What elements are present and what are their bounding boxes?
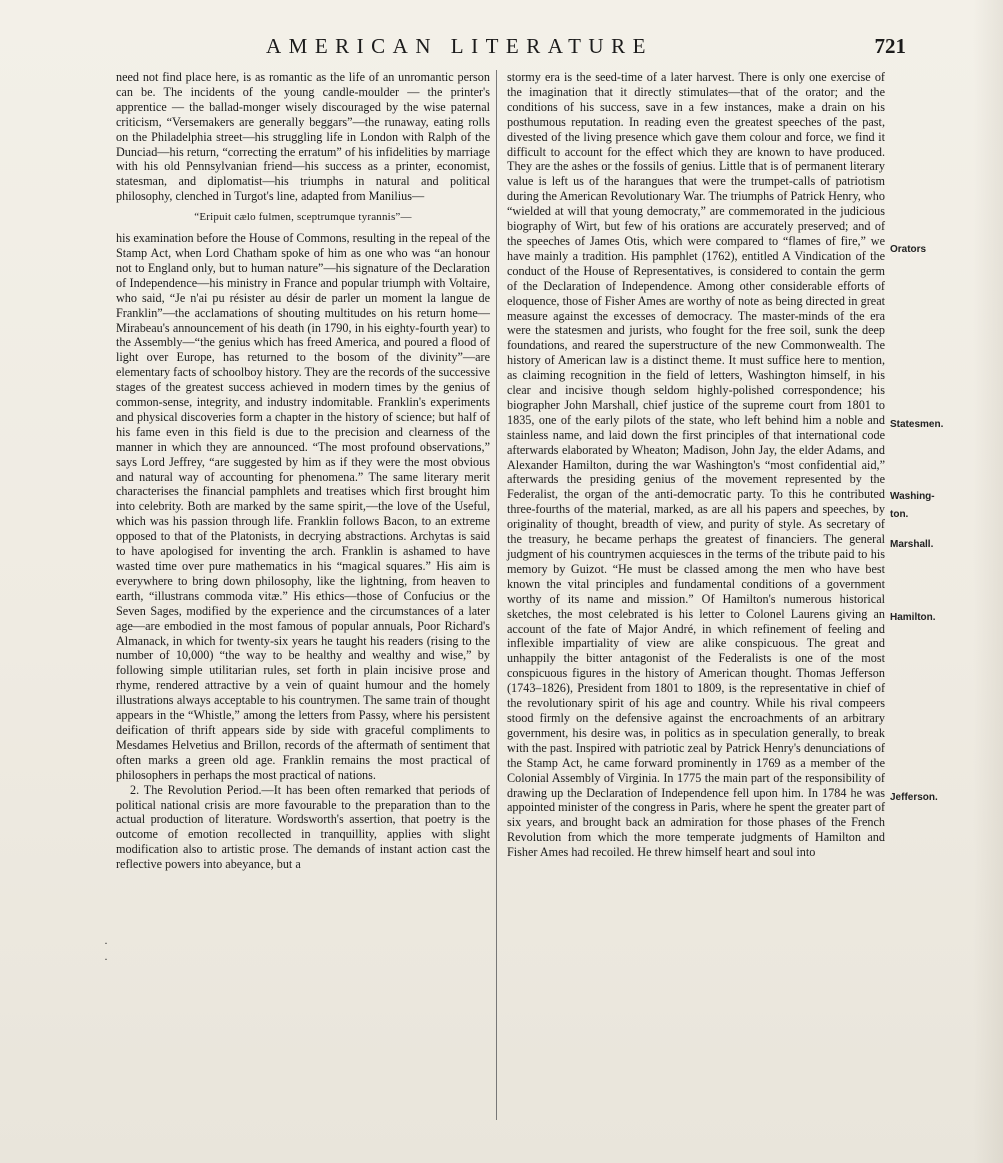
- edge-mark: ·: [104, 952, 108, 966]
- left-column: [116, 70, 490, 872]
- right-paragraph-1: stormy era is the seed-time of a later harvest. There is only one exercise of the imagination that it directly stimulates—that of the orator; and the conditions of his success, save in a few instances, make a drain on his posthumous reputation. In reading even the greatest speeches of the past, divested of the living presence which gave them colour and force, we find it difficult to account for the effect which they are known to have produced. They are the ashes or the fossils of genius. Little that is of permanent literary value is left us of the harangues that were the trumpet-calls of patriotism during the American Revolutionary War. The triumphs of Patrick Henry, who “wielded at will that young democraty,” are commemorated in the judicious biography of Wirt, but few of his orations are accurately preserved; and of the speeches of James Otis, which were compared to “flames of fire,” we have mainly a tradition. His pamphlet (1762), entitled A Vindication of the conduct of the House of Representatives, is considered to contain the germ of the Declaration of Independence. Among other considerable efforts of eloquence, those of Fisher Ames are worthy of note as being directed in great measure against the excesses of democracy. The master-minds of the era were the statesmen and jurists, who fought for the free soil, sunk the deep foundations, and reared the superstructure of the new Commonwealth. The history of American law is a distinct theme. It must suffice here to mention, as claiming recognition in the field of letters, Washington himself, in his clear and incisive though seldom highly-polished correspondence; his biographer John Marshall, chief justice of the supreme court from 1801 to 1835, one of the early pilots of the state, who left behind him a noble and stainless name, and laid down the first principles of that international code afterwards elaborated by Wheaton; Madison, John Jay, the elder Adams, and Alexander Hamilton, during the war Washington's “most confidential aid,” afterwards the presiding genius of the movement represented by the Federalist, the organ of the anti-democratic party. To this he contributed three-fourths of the material, marked, as are all his papers and speeches, by originality of thought, breadth of view, and purity of style. As secretary of the treasury, he became perhaps the greatest of financiers. The general judgment of his countrymen acquiesces in the terms of the tribute paid to his memory by Guizot. “He must be classed among the men who have best known the vital principles and fundamental conditions of a government worthy of its name and mission.” Of Hamilton's numerous historical sketches, the most celebrated is his letter to Colonel Laurens giving an account of the fate of Major André, in which refinement of feeling and inflexible impartiality of view are alike conspicuous. The great and unhappily the bitter antagonist of the Federalists is one of the most conspicuous figures in the history of American thought. Thomas Jefferson (1743–1826), President from 1801 to 1809, is the representative in chief of the revolutionary spirit of his age and country. While his rival compeers stood firmly on the defensive against the encroachments of an arbitrary government, his desire was, in politics as in speculation generally, to break with the past. Inspired with patriotic zeal by Patrick Henry's denunciations of the Stamp Act, he came forward prominently in 1769 as a member of the Colonial Assembly of Virginia. In 1775 the main part of the responsibility of drawing up the Declaration of Independence fell upon him. In 1784 he was appointed minister of the congress in Paris, where he spent the greater part of six years, and brought back an admiration for those phases of the French Revolution from which the more temperate judgments of Hamilton and Fisher Ames had recoiled. He threw himself heart and soul into: [507, 70, 885, 860]
- right-column: [507, 70, 885, 860]
- column-divider: [496, 70, 497, 1120]
- edge-mark: ·: [104, 936, 108, 950]
- margin-note-washington: Washing-: [890, 491, 935, 502]
- page-header: [116, 34, 906, 60]
- margin-note-orators: Orators: [890, 244, 927, 255]
- margin-note-hamilton: Hamilton.: [890, 612, 936, 623]
- running-title: AMERICAN LITERATURE: [266, 34, 653, 58]
- left-paragraph-3: 2. The Revolution Period.—It has been often remarked that periods of political national crisis are more favourable to the preparation than to the actual production of literature. Wordsworth's assertion, that poetry is the outcome of emotion recollected in tranquillity, applies with slight modification also to artistic prose. The demands of instant action cast the reflective powers into abeyance, but a: [116, 782, 490, 872]
- margin-notes: [890, 70, 1000, 1120]
- margin-note-jefferson: Jefferson.: [890, 792, 938, 803]
- left-paragraph-2: his examination before the House of Commons, resulting in the repeal of the Stamp Act, when Lord Chatham spoke of him as one who was “an honour not to England only, but to human nature”—his signature of the Declaration of Independence—his ministry in France and popular triumph with Voltaire, who said, “Je n'ai pu résister au désir de parler un moment la langue de Franklin”—the acclamations of shouting multitudes on his return home—Mirabeau's announcement of his death (in 1790, in his eighty-fourth year) to the Assembly—“the genius which has freed America, and poured a flood of light over Europe, has returned to the bosom of the divinity”—are elementary facts of schoolboy history. They are the records of the successive stages of the greatest success achieved in modern times by the genius of common-sense, integrity, and industry indomitable. Franklin's experiments and physical discoveries form a chapter in the history of science; but half of his fame even in this field is due to the precision and clearness of the manner in which they are announced. “The most profound observations,” says Lord Jeffrey, “are suggested by him as if they were the most obvious and natural way of accounting for phenomena.” The same literary merit characterises the financial pamphlets and treatises which first brought him into celebrity. Both are marked by the same spirit,—the love of the Useful, which was his passion through life. Franklin follows Bacon, to an extreme opposed to that of the Platonists, in decrying abstractions. Archytas is said to have apologised for inventing the arch. Franklin is ashamed to have wasted time over pure mathematics in his “magical squares.” His aim is everywhere to bring down philosophy, like the lightning, from heaven to earth, “illustrans commoda vitæ.” His ethics—those of Confucius or the Seven Sages, modified by the experience and the circumstances of a later age—are embodied in the most famous of popular annuals, Poor Richard's Almanack, in which for twenty-six years he taught his readers (rising to the number of 10,000) “the way to be healthy and wealthy and wise,” by following simple utilitarian rules, set forth in plain incisive prose and rhyme, rendered attractive by a vein of quaint humour and the homely illustrations always acceptable to his countrymen. The same train of thought appears in the “Whistle,” among the letters from Passy, where his persistent deification of thrift appears side by side with graceful compliments to Mesdames Helvetius and Brillon, records of the aftermath of sentiment that often marks a green old age. Franklin remains the most practical of philosophers in perhaps the most practical of nations.: [116, 231, 490, 782]
- left-paragraph-1: need not find place here, is as romantic as the life of an unromantic person can be. The incidents of the young candle-moulder — the printer's apprentice — the ballad-monger wisely discouraged by the wise paternal criticism, “Versemakers are generally beggars”—the runaway, eating rolls on the Philadelphia street—his struggling life in London with Ralph of the Dunciad—his return, “correcting the erratum” of his infidelities by marriage with his old Pennsylvanian friend—his success as a printer, economist, statesman, and diplomatist—his triumphs in natural and political philosophy, clenched in Turgot's line, adapted from Manilius—: [116, 70, 490, 204]
- latin-quote: “Eripuit cælo fulmen, sceptrumque tyrannis”—: [194, 211, 412, 224]
- page-number: 721: [874, 34, 906, 58]
- margin-note-statesmen: Statesmen.: [890, 419, 944, 430]
- margin-note-marshall: Marshall.: [890, 539, 934, 550]
- margin-note-washington-cont: ton.: [890, 509, 909, 520]
